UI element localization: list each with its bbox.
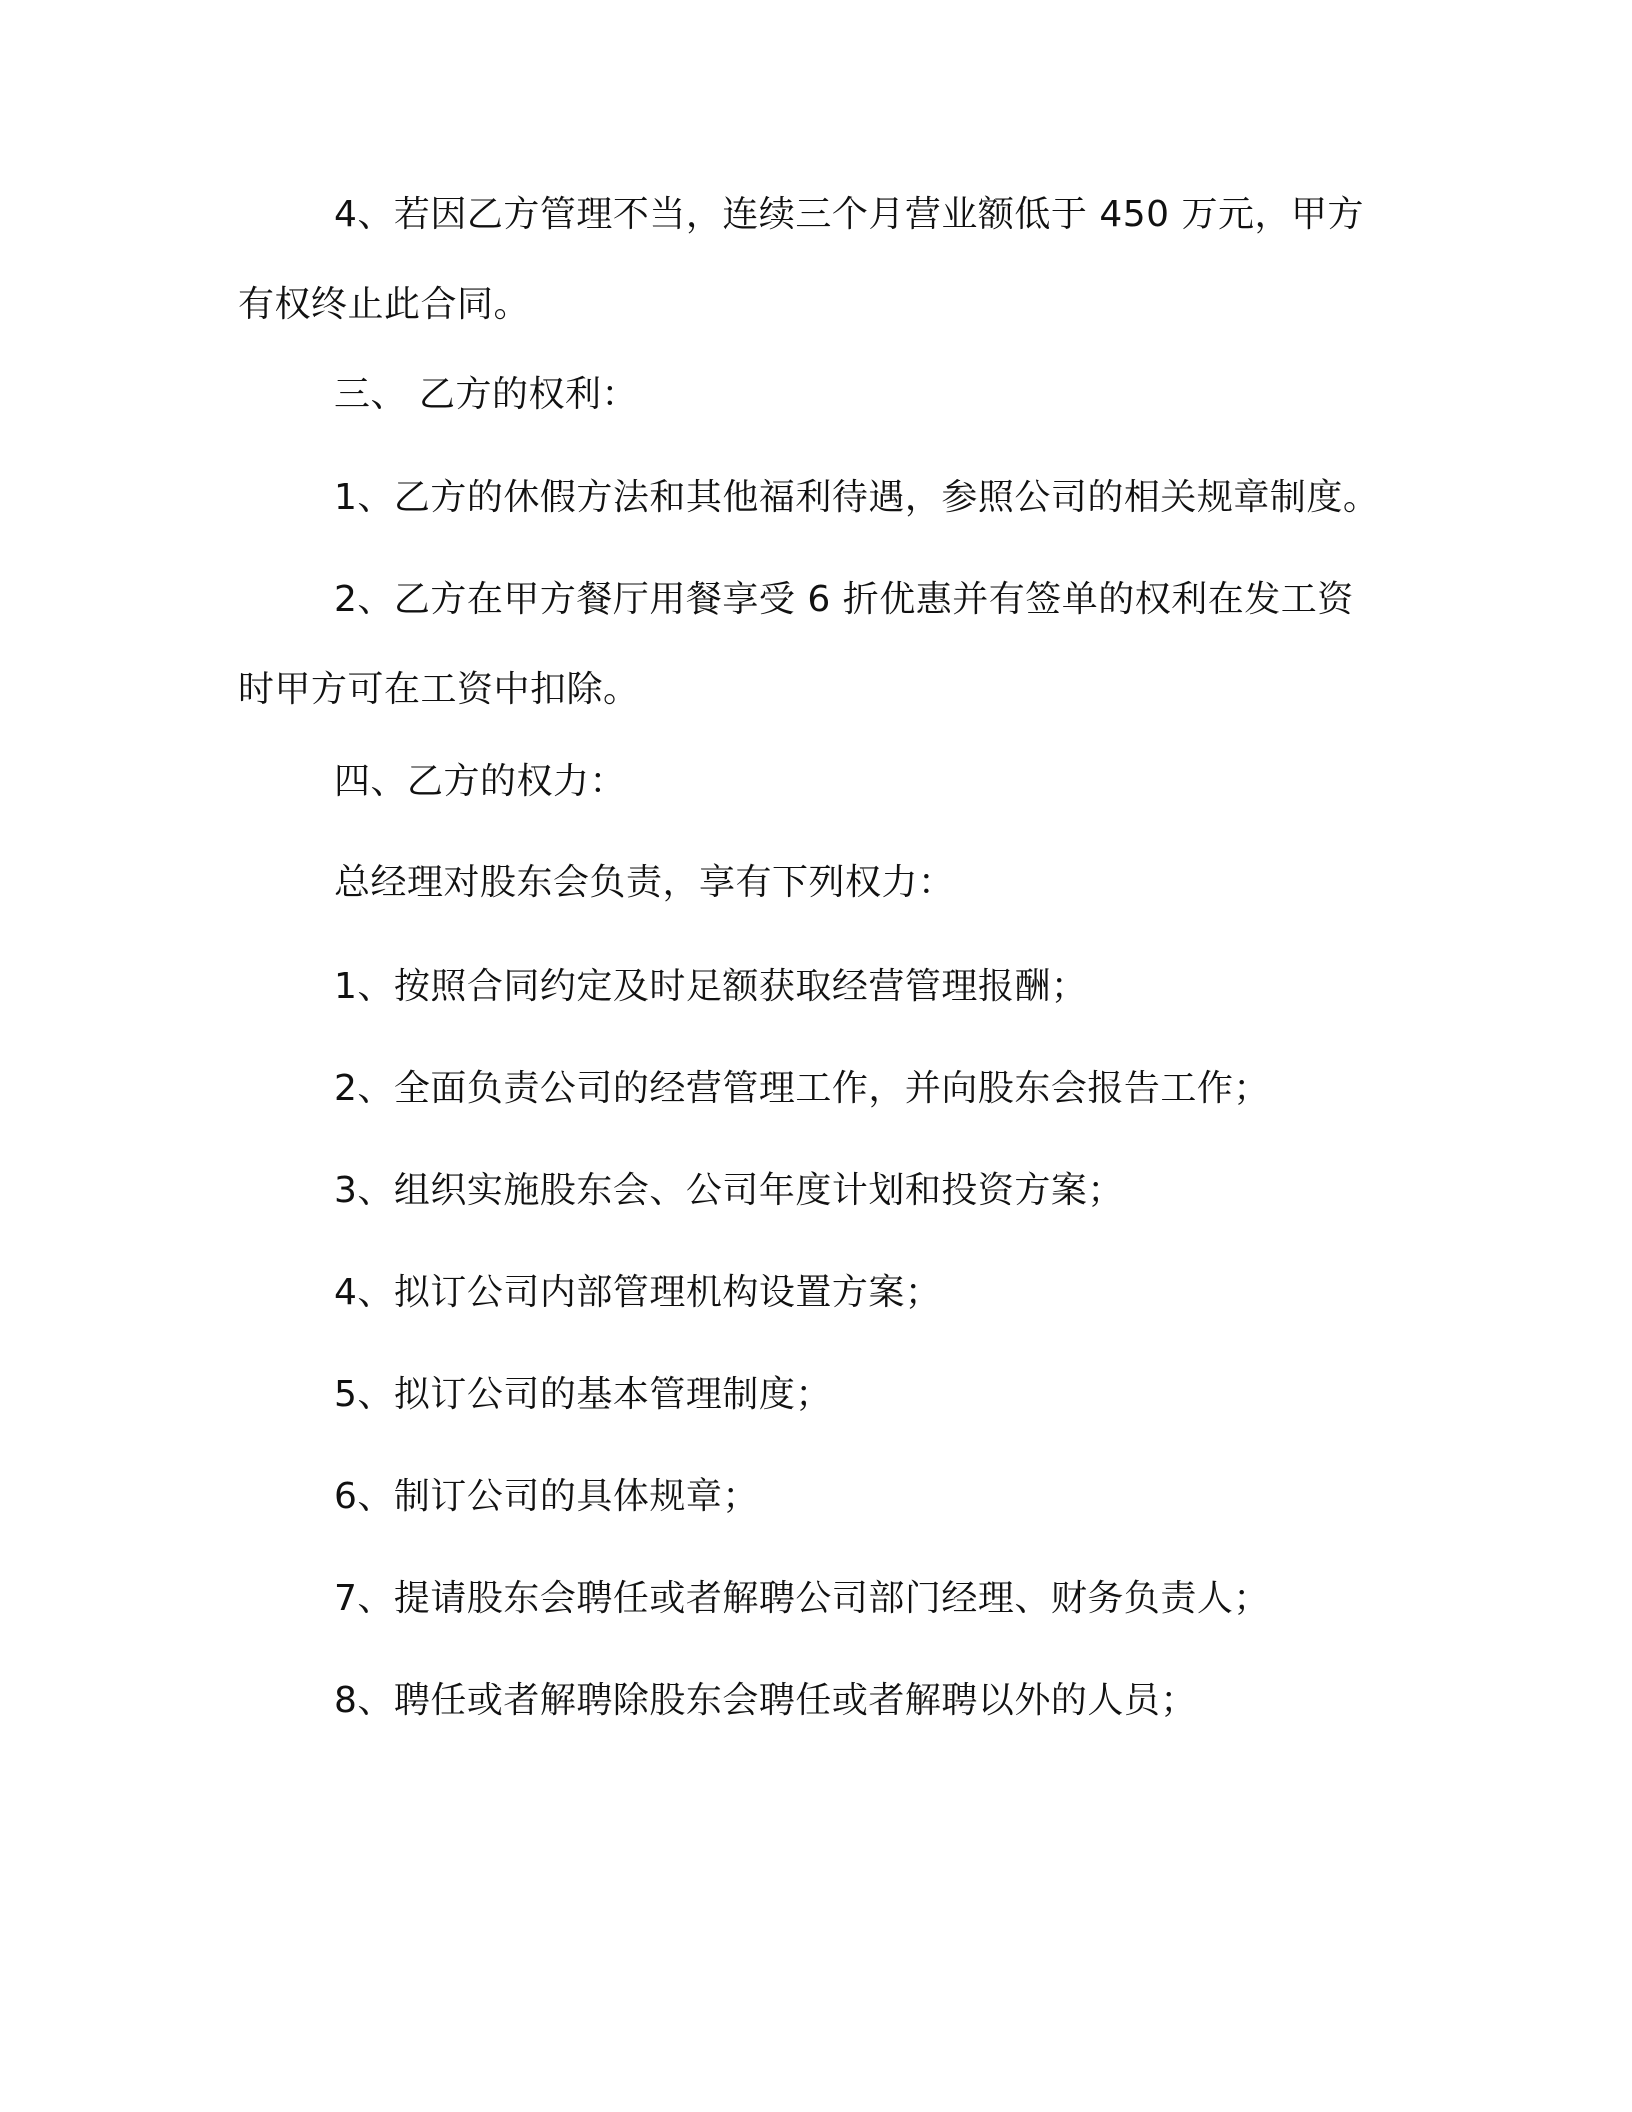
section-heading-party-b-powers: 四、乙方的权力：: [334, 761, 627, 802]
paragraph-power-8: 8、聘任或者解聘除股东会聘任或者解聘以外的人员；: [334, 1680, 1197, 1721]
paragraph-clause-4-termination: 4、若因乙方管理不当，连续三个月营业额低于 450 万元，甲方有权终止此合同。: [238, 194, 1365, 325]
paragraph-power-1: 1、按照合同约定及时足额获取经营管理报酬；: [334, 966, 1088, 1007]
paragraph-power-4: 4、拟订公司内部管理机构设置方案；: [334, 1272, 942, 1313]
paragraph-rights-1: 1、乙方的休假方法和其他福利待遇，参照公司的相关规章制度。: [334, 477, 1380, 518]
paragraph-powers-intro: 总经理对股东会负责，享有下列权力：: [334, 862, 955, 903]
paragraph-rights-2: 2、乙方在甲方餐厅用餐享受 6 折优惠并有签单的权利在发工资时甲方可在工资中扣除。: [238, 579, 1354, 710]
paragraph-power-2: 2、全面负责公司的经营管理工作，并向股东会报告工作；: [334, 1068, 1270, 1109]
section-heading-party-b-rights: 三、 乙方的权利：: [334, 374, 638, 415]
paragraph-power-6: 6、制订公司的具体规章；: [334, 1476, 759, 1517]
paragraph-power-7: 7、提请股东会聘任或者解聘公司部门经理、财务负责人；: [334, 1578, 1270, 1619]
paragraph-power-5: 5、拟订公司的基本管理制度；: [334, 1374, 832, 1415]
paragraph-power-3: 3、组织实施股东会、公司年度计划和投资方案；: [334, 1170, 1124, 1211]
